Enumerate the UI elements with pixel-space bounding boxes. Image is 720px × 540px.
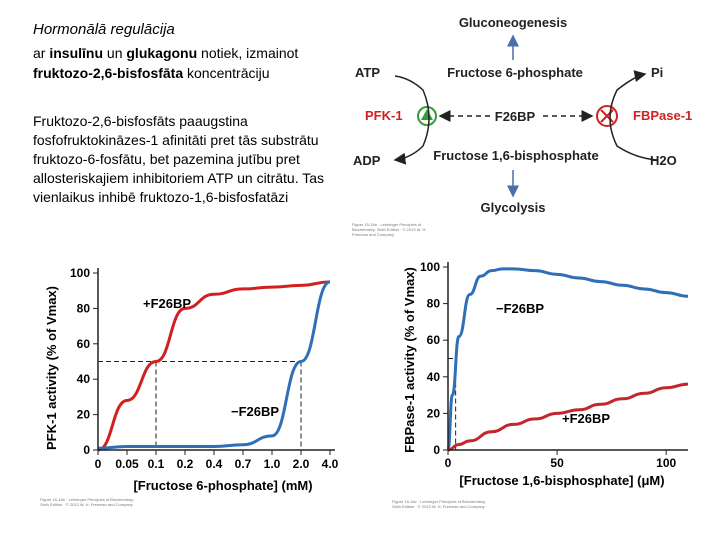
chart1-ytick-label: 100 xyxy=(69,266,90,280)
chart2-ytick-label: 100 xyxy=(419,260,440,274)
chart1-xtick-label: 0.1 xyxy=(147,457,165,471)
chart1-xtick-label: 0.4 xyxy=(205,457,223,471)
page-title: Hormonālā regulācija xyxy=(33,21,175,38)
chart2-ytick-label: 0 xyxy=(433,443,440,457)
label-f26bp: F26BP xyxy=(494,109,536,124)
label-pi: Pi xyxy=(651,65,664,80)
chart1-ytick-label: 40 xyxy=(76,372,90,387)
chart1-xtick-label: 4.0 xyxy=(321,457,339,471)
pfk1-chart xyxy=(28,248,348,498)
chart2-ytick-label: 40 xyxy=(426,369,440,384)
subtitle: ar insulīnu un glukagonu notiek, izmainot fruktozo-2,6-bisfosfāta koncentrāciju xyxy=(33,45,299,81)
keyword-f26bp: fruktozo-2,6-bisfosfāta xyxy=(33,65,184,81)
chart2-ytick-label: 60 xyxy=(426,333,440,348)
fbpase1-chart xyxy=(392,245,707,497)
figure-caption-2: Figure 15-16b · Lehninger Principles of Biochemistry, Sixth Edition · © 2013 W. H. Freeman and Company xyxy=(40,497,134,507)
label-h2o: H2O xyxy=(650,153,677,168)
chart1-xtick-label: 1.0 xyxy=(263,457,281,471)
chart1-series-label-minus: −F26BP xyxy=(231,404,280,419)
chart2-ytick-label: 20 xyxy=(426,406,440,421)
chart2-ylabel: FBPase-1 activity (% of Vmax) xyxy=(402,267,417,453)
label-fbpase1: FBPase-1 xyxy=(633,108,693,123)
chart1-xtick-label: 2.0 xyxy=(292,457,310,471)
chart1-ytick-label: 20 xyxy=(76,407,90,422)
chart2-xtick-label: 100 xyxy=(656,456,677,470)
label-pfk1: PFK-1 xyxy=(365,108,403,123)
chart1-ytick-label: 60 xyxy=(76,336,90,351)
chart1-ylabel: PFK-1 activity (% of Vmax) xyxy=(44,286,59,450)
chart1-xtick-label: 0.7 xyxy=(234,457,252,471)
keyword-insulin: insulīnu xyxy=(49,45,104,61)
chart2-ytick-label: 80 xyxy=(426,296,440,311)
chart1-xtick-label: 0.2 xyxy=(176,457,194,471)
chart1-xtick-label: 0 xyxy=(94,457,102,471)
label-atp: ATP xyxy=(355,65,381,80)
body-paragraph: Fruktozo-2,6-bisfosfāts paaugstina fosfofruktokināzes-1 afinitāti pret tās substrātu fruktozo-6-fosfātu, bet pazemina jutību pret allosteriskajiem inhibitoriem ATP un citrātu. Tas vienlaikus inhibē fruktozo-1,6-bisfosfatāzi xyxy=(33,113,325,205)
chart1-ytick-label: 80 xyxy=(76,301,90,316)
chart1-series-minus-f26bp xyxy=(98,282,330,448)
label-gluconeogenesis: Gluconeogenesis xyxy=(458,15,568,30)
chart2-xtick-label: 0 xyxy=(444,456,452,470)
chart1-xlabel: [Fructose 6-phosphate] (mM) xyxy=(133,478,313,493)
chart2-series-label-minus: −F26BP xyxy=(496,301,545,316)
chart1-ytick-label: 0 xyxy=(83,443,90,457)
label-adp: ADP xyxy=(353,153,381,168)
label-f16bp: Fructose 1,6-bisphosphate xyxy=(433,148,599,163)
label-f6p: Fructose 6-phosphate xyxy=(447,65,583,80)
figure-caption-3: Figure 15-16c · Lehninger Principles of Biochemistry, Sixth Edition · © 2013 W. H. Freeman and Company xyxy=(392,499,486,509)
pathway-diagram xyxy=(345,8,715,223)
chart2-xtick-label: 50 xyxy=(550,456,564,470)
keyword-glucagon: glukagonu xyxy=(126,45,198,61)
chart2-xlabel: [Fructose 1,6-bisphosphate] (μM) xyxy=(459,473,665,488)
chart1-xtick-label: 0.05 xyxy=(115,457,139,471)
label-glycolysis: Glycolysis xyxy=(480,200,546,215)
chart2-series-label-plus: +F26BP xyxy=(562,411,611,426)
chart1-series-label-plus: +F26BP xyxy=(143,296,192,311)
figure-caption-1: Figure 15-16a · Lehninger Principles of Biochemistry, Sixth Edition · © 2013 W. H. Freeman and Company xyxy=(352,222,427,237)
